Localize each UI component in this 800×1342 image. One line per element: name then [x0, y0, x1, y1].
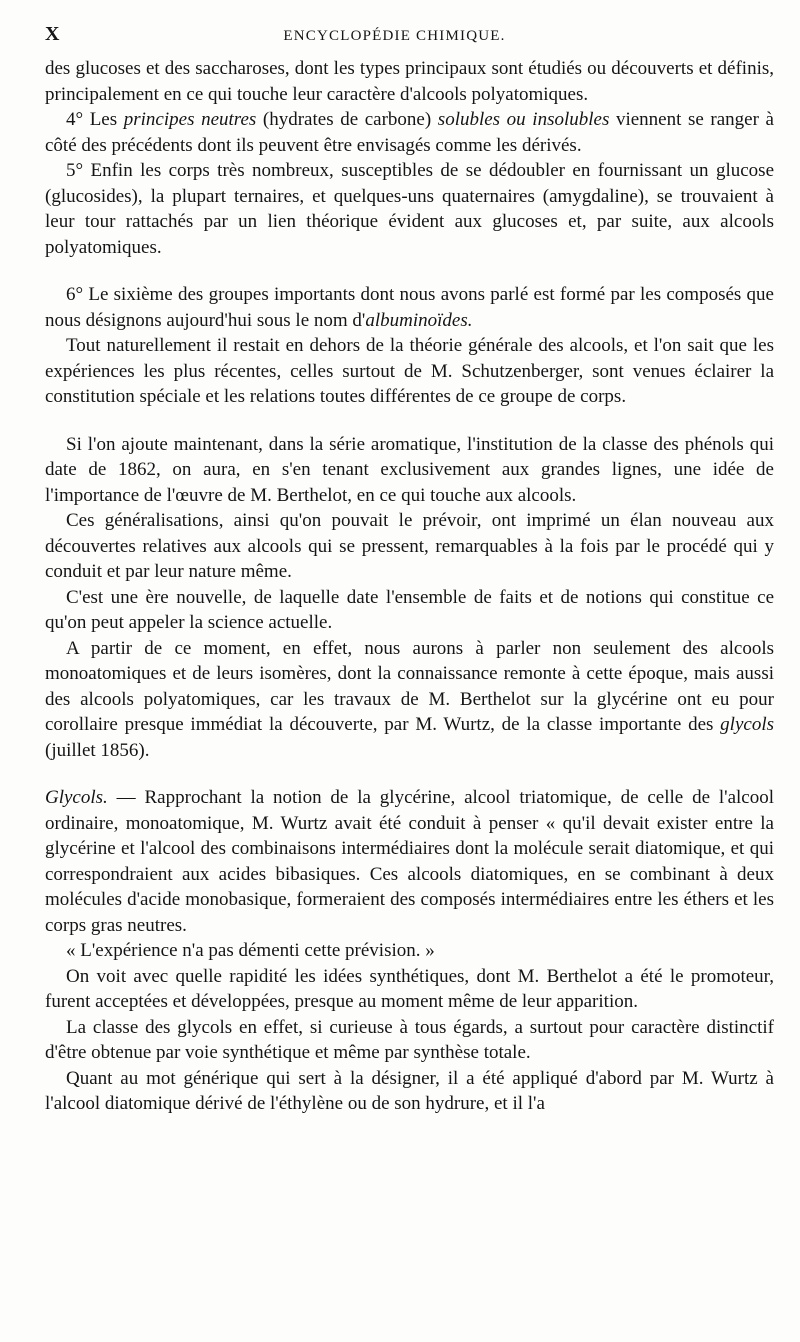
text-segment: des glucoses et des saccharoses, dont les types principaux sont étudiés ou découverts et définis, principalement en ce qui touche leur caractère d'alcools polyatomiques.: [45, 58, 774, 105]
italic-term: albuminoïdes.: [365, 309, 473, 331]
text-segment: — Rapprochant la notion de la glycérine, alcool triatomique, de celle de l'alcool ordinaire, monoatomique, M. Wurtz avait été conduit à penser « qu'il devait exister entre la glycérine et l'alcool des combinaisons intermédiaires dont la molécule serait diatomique, et qui correspondraient aux acides bibasiques. Ces alcools diatomiques, en se combinant à deux molécules d'acide monobasique, formeraient des composés intermédiaires entre les éthers et les corps gras neutres.: [45, 787, 774, 936]
text-segment: Quant au mot générique qui sert à la désigner, il a été appliqué d'abord par M. Wurtz à l'alcool diatomique dérivé de l'éthylène ou de son hydrure, et il l'a: [45, 1067, 774, 1114]
running-title: ENCYCLOPÉDIE CHIMIQUE.: [283, 28, 506, 44]
text-segment: Ces généralisations, ainsi qu'on pouvait le prévoir, ont imprimé un élan nouveau aux découvertes relatives aux alcools qui se pressent, remarquables à la fois par le procédé qui y conduit et par leur nature même.: [45, 510, 774, 582]
text-segment: C'est une ère nouvelle, de laquelle date l'ensemble de faits et de notions qui constitue ce qu'on peut appeler la science actuelle.: [45, 586, 774, 633]
text-segment: 5° Enfin les corps très nombreux, susceptibles de se dédoubler en fournissant un glucose (glucosides), la plupart ternaires, et quelques-uns quaternaires (amygdaline), se trouvaient à leur tour rattachés par un lien théorique évident aux glucoses et, par suite, aux alcools polyatomiques.: [45, 160, 774, 258]
text-segment: 6° Le sixième des groupes importants dont nous avons parlé est formé par les composés que nous désignons aujourd'hui sous le nom d': [45, 284, 774, 331]
text-segment: (juillet 1856).: [45, 739, 150, 761]
paragraph-synthetic-ideas: [45, 964, 774, 1015]
paragraph-phenols: [45, 432, 774, 509]
paragraph-neutral-principles: [45, 107, 774, 158]
paragraph-quote: [45, 938, 774, 964]
text-segment: A partir de ce moment, en effet, nous aurons à parler non seulement des alcools monoatomiques et de leurs isomères, dont la connaissance remonte à cette époque, mais aussi des alcools polyatomiques, car les travaux de M. Berthelot sur la glycérine ont eu pour corollaire presque immédiat la découverte, par M. Wurtz, de la classe importante des: [45, 637, 774, 735]
paragraph-generalisations: [45, 508, 774, 585]
text-segment: Tout naturellement il restait en dehors de la théorie générale des alcools, et l'on sait que les expériences les plus récentes, celles surtout de M. Schutzenberger, sont venues éclairer la constitution spéciale et les relations toutes différentes de ce groupe de corps.: [45, 335, 774, 407]
page-number: X: [45, 23, 60, 45]
text-segment: Si l'on ajoute maintenant, dans la série aromatique, l'institution de la classe des phénols qui date de 1862, on aura, en s'en tenant exclusivement aux grandes lignes, une idée de l'importance de l'œuvre de M. Berthelot, en ce qui touche aux alcools.: [45, 433, 774, 506]
text-segment: (hydrates de carbone): [256, 109, 438, 130]
running-head: [45, 20, 774, 48]
italic-term: principes neutres: [123, 109, 257, 130]
text-segment: viennent se ranger à côté des précédents dont ils peuvent être envisagés comme les dérivés.: [45, 109, 774, 156]
italic-term: glycols: [720, 714, 774, 735]
paragraph-from-this-moment: [45, 636, 774, 764]
text-segment: On voit avec quelle rapidité les idées synthétiques, dont M. Berthelot a été le promoteur, furent acceptées et développées, presque au moment même de leur apparition.: [45, 965, 774, 1012]
paragraph-schutzenberger: [45, 333, 774, 410]
paragraph-generic-word: [45, 1066, 774, 1117]
text-segment: La classe des glycols en effet, si curieuse à tous égards, a surtout pour caractère distinctif d'être obtenue par voie synthétique et même par synthèse totale.: [45, 1016, 774, 1063]
paragraph-polyatomic-alcohols: [45, 56, 774, 107]
italic-term: solubles ou insolubles: [437, 109, 610, 130]
text-segment: « L'expérience n'a pas démenti cette prévision. »: [66, 940, 435, 961]
section-heading: Glycols.: [45, 787, 108, 808]
paragraph-glycols: [45, 785, 774, 938]
text-segment: 4° Les: [66, 109, 124, 130]
paragraph-albuminoids: [45, 282, 774, 333]
paragraph-glucosides: [45, 158, 774, 260]
paragraph-glycol-class: [45, 1015, 774, 1066]
paragraph-new-era: [45, 585, 774, 636]
